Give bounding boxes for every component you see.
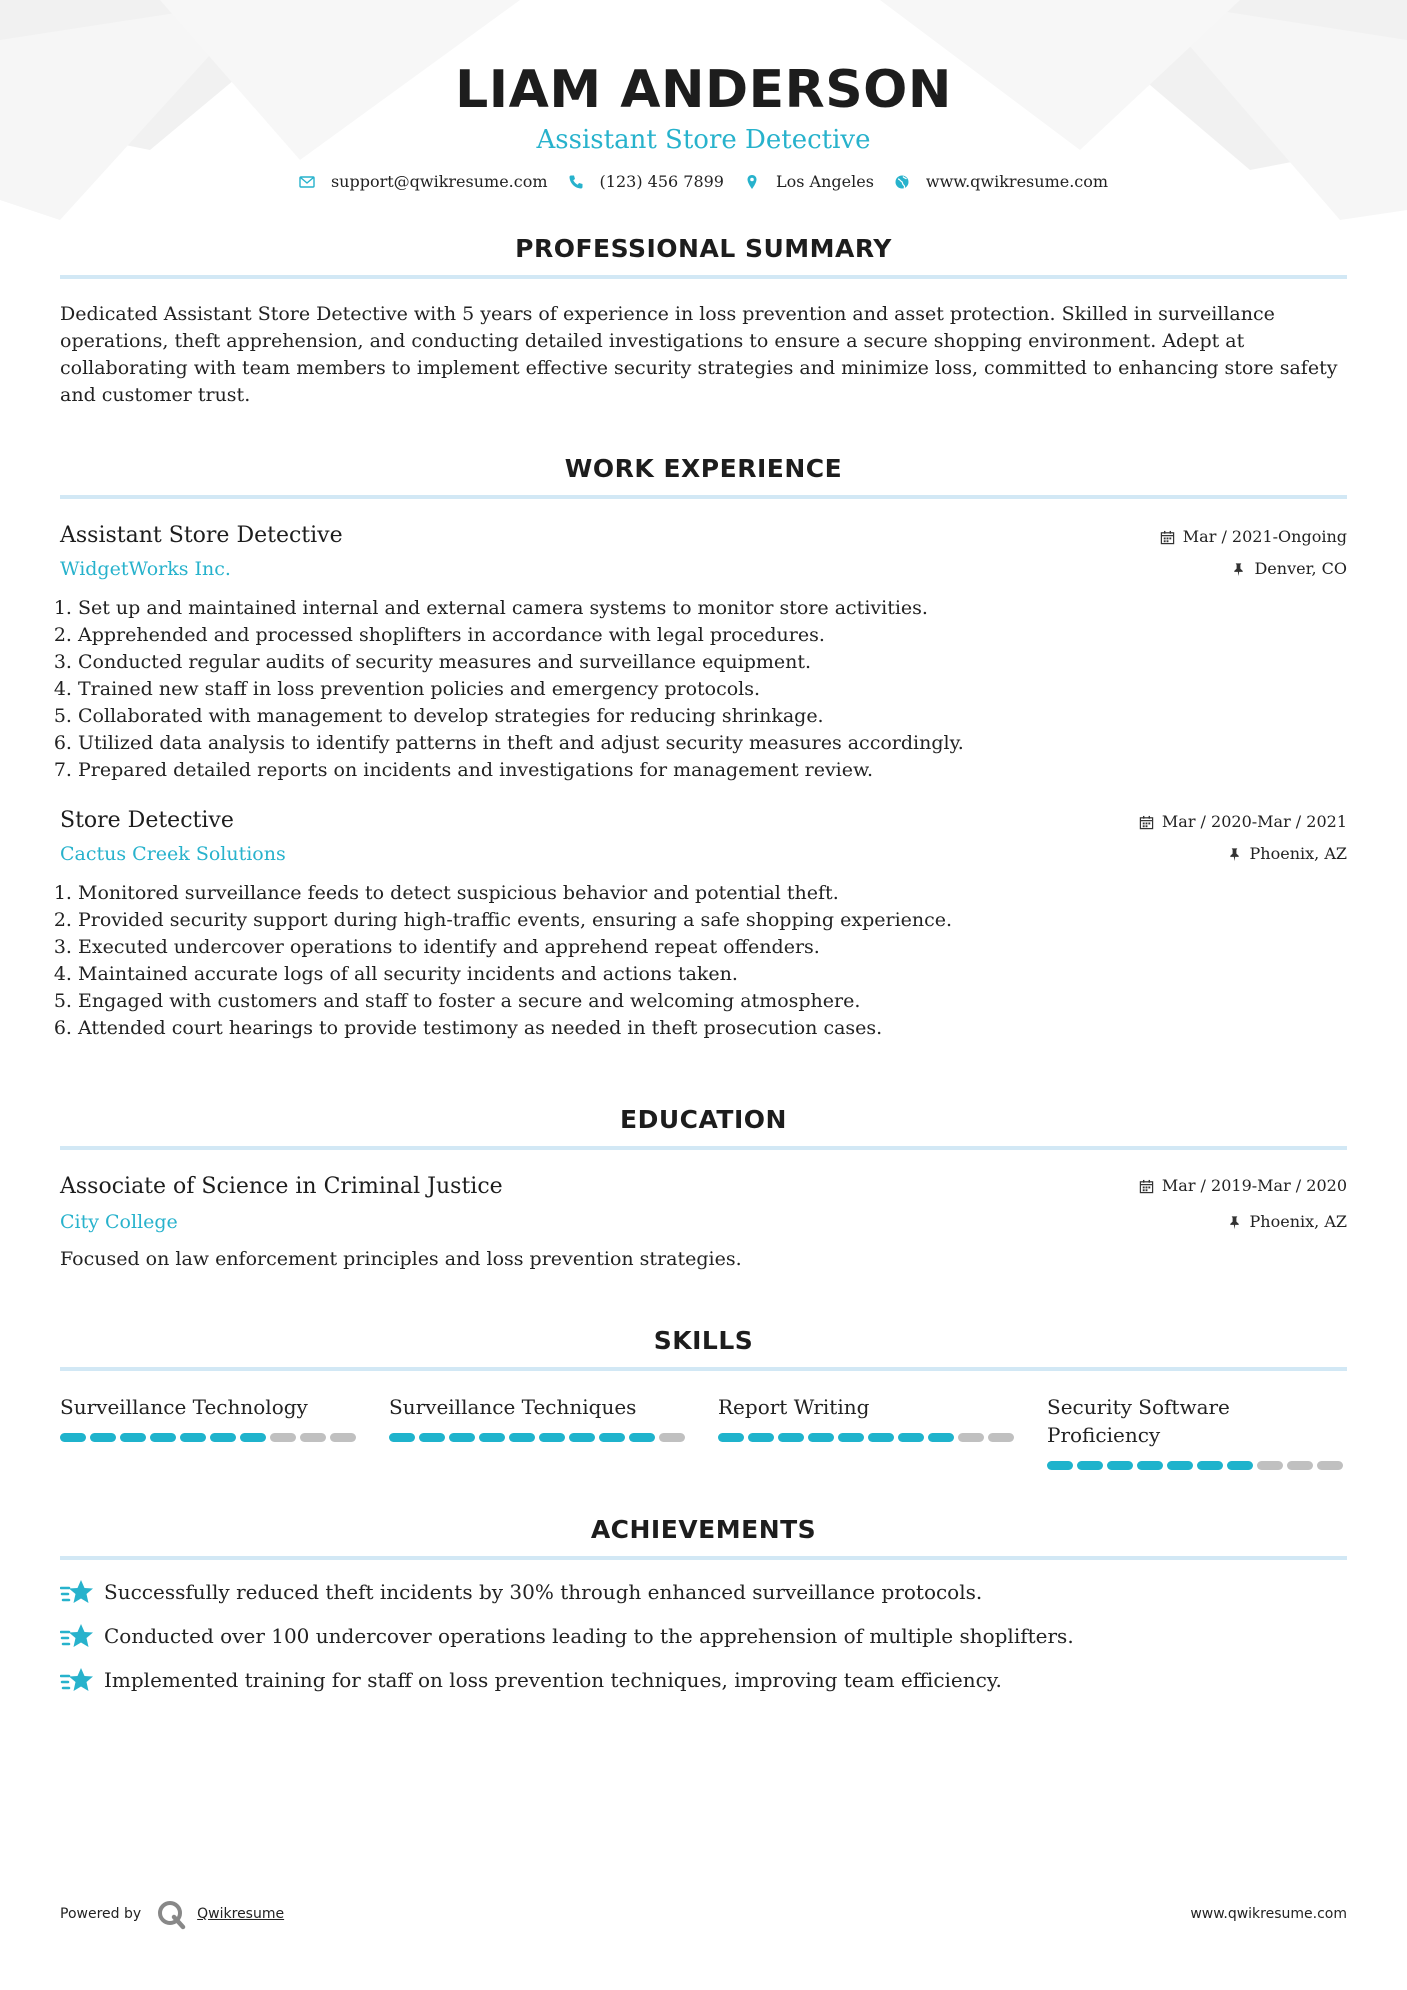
- skill-segment-empty: [659, 1433, 685, 1442]
- job-dates: [1139, 812, 1347, 832]
- job-dates-text: Mar / 2021-Ongoing: [1182, 527, 1347, 546]
- skills-list: [60, 1393, 1347, 1470]
- resume-header: [60, 0, 1347, 191]
- contact-email[interactable]: [299, 172, 548, 191]
- skill-segment-filled: [1227, 1461, 1253, 1470]
- pushpin-icon: [1227, 1215, 1242, 1230]
- job-location-text: Phoenix, AZ: [1249, 844, 1347, 863]
- skill-segment-filled: [928, 1433, 954, 1442]
- skill-segment-empty: [330, 1433, 356, 1442]
- skill-level-bar: [60, 1433, 360, 1442]
- summary-section: [60, 233, 1347, 409]
- education-dates-text: Mar / 2019-Mar / 2020: [1161, 1176, 1347, 1195]
- achievements-list: [60, 1578, 1347, 1694]
- skill-segment-filled: [120, 1433, 146, 1442]
- skill-segment-filled: [599, 1433, 625, 1442]
- calendar-icon: [1139, 815, 1154, 830]
- experience-section: [60, 453, 1347, 1042]
- skills-section: [60, 1325, 1347, 1470]
- skill-segment-filled: [60, 1433, 86, 1442]
- skill-item: [1047, 1393, 1347, 1470]
- education-section: [60, 1104, 1347, 1273]
- achievement-text: Conducted over 100 undercover operations leading to the apprehension of multiple shoplifters.: [104, 1624, 1074, 1648]
- education-meta: [1139, 1172, 1347, 1232]
- job-company: Cactus Creek Solutions: [60, 843, 286, 865]
- pushpin-icon: [1231, 562, 1246, 577]
- contact-location: [744, 172, 874, 191]
- skill-name: Surveillance Techniques: [389, 1395, 637, 1419]
- job-bullet: 3. Executed undercover operations to identify and apprehend repeat offenders.: [78, 934, 1347, 961]
- job-company: WidgetWorks Inc.: [60, 558, 231, 580]
- candidate-role: Assistant Store Detective: [536, 125, 871, 155]
- job-bullet: 1. Set up and maintained internal and external camera systems to monitor store activities.: [78, 595, 1347, 622]
- skill-segment-filled: [778, 1433, 804, 1442]
- skill-segment-filled: [1167, 1461, 1193, 1470]
- summary-text: Dedicated Assistant Store Detective with 5 years of experience in loss prevention and asset protection. Skilled in surveillance operations, theft apprehension, and conducting detailed investigations to ensure a secure shopping environment. Adept at collaborating with team members to implement effective security strategies and minimize loss, committed to enhancing store safety and customer trust.: [60, 303, 1338, 406]
- contact-email-text: support@qwikresume.com: [330, 172, 548, 191]
- education-header: [60, 1172, 1347, 1236]
- candidate-name: LIAM ANDERSON: [455, 60, 952, 120]
- skill-level-bar: [1047, 1461, 1347, 1470]
- globe-icon: [894, 174, 910, 190]
- skills-heading: SKILLS: [653, 1326, 754, 1355]
- achievements-section: [60, 1514, 1347, 1694]
- education-degree: Associate of Science in Criminal Justice: [60, 1174, 503, 1199]
- education-heading: EDUCATION: [620, 1105, 787, 1134]
- skill-segment-filled: [419, 1433, 445, 1442]
- skill-segment-filled: [569, 1433, 595, 1442]
- education-school: City College: [60, 1211, 178, 1233]
- qwikresume-link[interactable]: Qwikresume: [197, 1906, 285, 1922]
- skill-segment-filled: [539, 1433, 565, 1442]
- skill-segment-filled: [898, 1433, 924, 1442]
- education-location: [1139, 1212, 1347, 1232]
- achievement-item: [60, 1666, 1347, 1694]
- calendar-icon: [1160, 530, 1175, 545]
- experience-heading: WORK EXPERIENCE: [564, 454, 843, 483]
- skill-item: [718, 1393, 1018, 1470]
- envelope-icon: [299, 174, 315, 190]
- job-location: [1139, 844, 1347, 864]
- skill-name: Report Writing: [718, 1395, 870, 1419]
- contact-phone[interactable]: [568, 172, 724, 191]
- skill-segment-filled: [1107, 1461, 1133, 1470]
- qwikresume-logo-icon: [155, 1898, 187, 1930]
- education-description: Focused on law enforcement principles and loss prevention strategies.: [60, 1248, 742, 1270]
- job-header: [60, 806, 1347, 868]
- star-icon: [60, 1666, 94, 1694]
- skill-segment-filled: [1077, 1461, 1103, 1470]
- map-pin-icon: [744, 174, 760, 190]
- calendar-icon: [1139, 1179, 1154, 1194]
- skill-segment-filled: [1047, 1461, 1073, 1470]
- skill-segment-empty: [270, 1433, 296, 1442]
- job-title: Assistant Store Detective: [60, 523, 343, 548]
- powered-by: [60, 1898, 284, 1930]
- skill-level-bar: [718, 1433, 1018, 1442]
- skill-segment-filled: [1137, 1461, 1163, 1470]
- achievement-item: [60, 1622, 1347, 1650]
- job-bullet: 2. Apprehended and processed shoplifters in accordance with legal procedures.: [78, 622, 1347, 649]
- skill-segment-filled: [868, 1433, 894, 1442]
- job-bullet: 6. Utilized data analysis to identify patterns in theft and adjust security measures accordingly.: [78, 730, 1347, 757]
- phone-icon: [568, 174, 584, 190]
- job-bullet: 2. Provided security support during high-traffic events, ensuring a safe shopping experience.: [78, 907, 1347, 934]
- contact-bar: [60, 172, 1347, 191]
- job-bullet: 7. Prepared detailed reports on incidents and investigations for management review.: [78, 757, 1347, 784]
- skill-segment-filled: [180, 1433, 206, 1442]
- contact-website[interactable]: [894, 172, 1108, 191]
- contact-website-text: www.qwikresume.com: [925, 172, 1109, 191]
- contact-phone-text: (123) 456 7899: [599, 172, 724, 191]
- skill-segment-filled: [718, 1433, 744, 1442]
- pushpin-icon: [1227, 847, 1242, 862]
- job-dates-text: Mar / 2020-Mar / 2021: [1161, 812, 1347, 831]
- achievements-divider: [60, 1556, 1347, 1560]
- job-bullets: [60, 880, 1347, 1042]
- skill-segment-empty: [988, 1433, 1014, 1442]
- job-bullet: 1. Monitored surveillance feeds to detect suspicious behavior and potential theft.: [78, 880, 1347, 907]
- job-bullet: 6. Attended court hearings to provide testimony as needed in theft prosecution cases.: [78, 1015, 1347, 1042]
- skill-segment-filled: [150, 1433, 176, 1442]
- skills-divider: [60, 1367, 1347, 1371]
- job-title: Store Detective: [60, 808, 234, 833]
- job-bullets: [60, 595, 1347, 784]
- skill-level-bar: [389, 1433, 689, 1442]
- experience-divider: [60, 495, 1347, 499]
- skill-name: Security Software Proficiency: [1047, 1395, 1230, 1447]
- job-entry: [60, 521, 1347, 784]
- skill-segment-filled: [808, 1433, 834, 1442]
- skill-item: [60, 1393, 360, 1470]
- job-bullet: 4. Maintained accurate logs of all security incidents and actions taken.: [78, 961, 1347, 988]
- job-location-text: Denver, CO: [1254, 559, 1347, 578]
- contact-location-text: Los Angeles: [775, 172, 874, 191]
- job-meta: [1139, 806, 1347, 864]
- skill-segment-filled: [210, 1433, 236, 1442]
- education-location-text: Phoenix, AZ: [1249, 1212, 1347, 1231]
- skill-segment-empty: [300, 1433, 326, 1442]
- powered-by-label: Powered by: [60, 1906, 142, 1922]
- star-icon: [60, 1578, 94, 1606]
- job-bullet: 4. Trained new staff in loss prevention policies and emergency protocols.: [78, 676, 1347, 703]
- job-dates: [1160, 527, 1347, 547]
- page-footer: [60, 1898, 1347, 1930]
- skill-segment-filled: [509, 1433, 535, 1442]
- skill-segment-filled: [748, 1433, 774, 1442]
- education-dates: [1139, 1176, 1347, 1196]
- job-meta: [1160, 521, 1347, 579]
- job-bullet: 5. Collaborated with management to develop strategies for reducing shrinkage.: [78, 703, 1347, 730]
- job-location: [1160, 559, 1347, 579]
- education-entry: [60, 1172, 1347, 1273]
- skill-segment-filled: [389, 1433, 415, 1442]
- skill-segment-empty: [1257, 1461, 1283, 1470]
- job-bullet: 3. Conducted regular audits of security measures and surveillance equipment.: [78, 649, 1347, 676]
- skill-segment-filled: [479, 1433, 505, 1442]
- skill-segment-filled: [90, 1433, 116, 1442]
- skill-segment-filled: [1197, 1461, 1223, 1470]
- job-entry: [60, 806, 1347, 1042]
- job-header: [60, 521, 1347, 583]
- job-bullet: 5. Engaged with customers and staff to foster a secure and welcoming atmosphere.: [78, 988, 1347, 1015]
- star-icon: [60, 1622, 94, 1650]
- achievement-text: Implemented training for staff on loss prevention techniques, improving team efficiency.: [104, 1668, 1002, 1692]
- skill-name: Surveillance Technology: [60, 1395, 308, 1419]
- skill-segment-filled: [629, 1433, 655, 1442]
- summary-divider: [60, 275, 1347, 279]
- achievement-item: [60, 1578, 1347, 1606]
- achievement-text: Successfully reduced theft incidents by 30% through enhanced surveillance protocols.: [104, 1580, 983, 1604]
- skill-segment-filled: [838, 1433, 864, 1442]
- skill-item: [389, 1393, 689, 1470]
- summary-heading: PROFESSIONAL SUMMARY: [515, 234, 892, 263]
- education-divider: [60, 1146, 1347, 1150]
- footer-website-link[interactable]: www.qwikresume.com: [1190, 1906, 1347, 1922]
- skill-segment-empty: [958, 1433, 984, 1442]
- skill-segment-filled: [240, 1433, 266, 1442]
- skill-segment-empty: [1317, 1461, 1343, 1470]
- skill-segment-filled: [449, 1433, 475, 1442]
- skill-segment-empty: [1287, 1461, 1313, 1470]
- achievements-heading: ACHIEVEMENTS: [590, 1515, 817, 1544]
